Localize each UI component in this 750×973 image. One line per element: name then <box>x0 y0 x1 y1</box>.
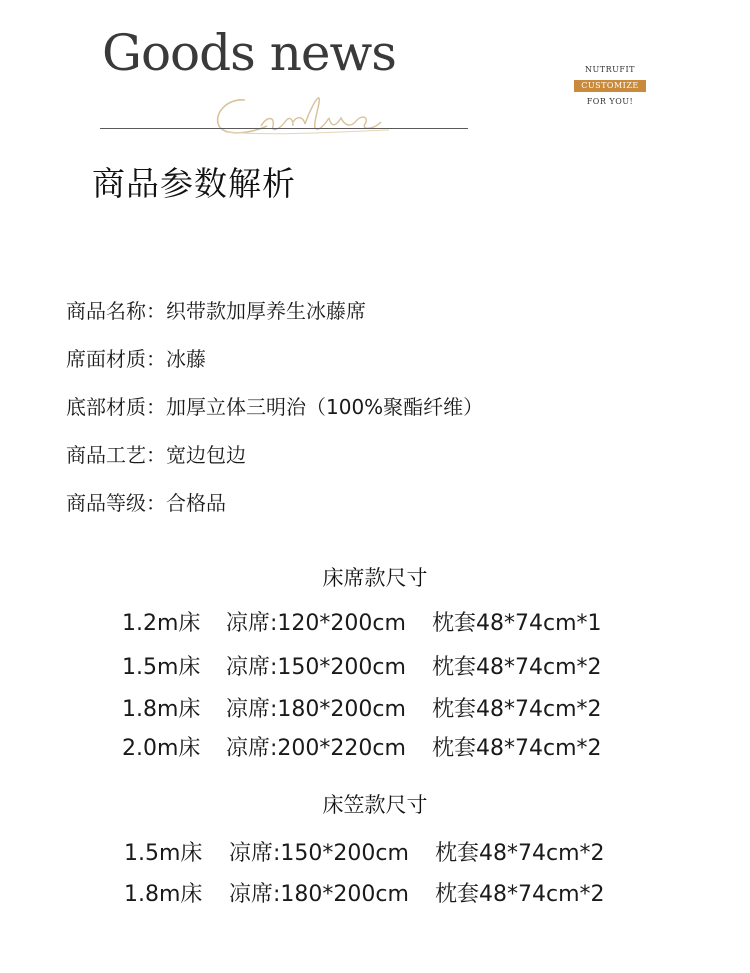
bed-mat-size-title: 床席款尺寸 <box>322 566 428 590</box>
spec-label: 商品等级： <box>66 491 166 515</box>
mat-size: 凉席:200*220cm <box>226 736 406 761</box>
mat-size: 凉席:150*200cm <box>226 655 406 680</box>
bed-size: 1.5m床 <box>122 655 201 680</box>
size-row <box>0 731 750 761</box>
spec-label: 商品名称： <box>66 299 166 323</box>
pillow-size: 枕套48*74cm*1 <box>432 611 602 636</box>
size-row <box>0 606 750 636</box>
spec-row-bottom <box>66 392 483 440</box>
spec-label: 底部材质： <box>66 395 166 419</box>
pillow-size: 枕套48*74cm*2 <box>432 697 602 722</box>
bed-size: 1.8m床 <box>124 882 203 907</box>
side-tagline <box>574 64 646 112</box>
page-title: 商品参数解析 <box>92 164 296 203</box>
mat-size: 凉席:120*200cm <box>226 611 406 636</box>
spec-value: 加厚立体三明治（100%聚酯纤维） <box>166 395 484 419</box>
pillow-size: 枕套48*74cm*2 <box>432 655 602 680</box>
side-line-2-highlight: CUSTOMIZE <box>574 80 646 92</box>
spec-label: 席面材质： <box>66 347 166 371</box>
size-row <box>0 877 750 907</box>
bed-size: 1.8m床 <box>122 697 201 722</box>
spec-row-craft <box>66 440 483 488</box>
spec-row-surface <box>66 344 483 392</box>
spec-value: 合格品 <box>166 491 226 515</box>
size-row <box>0 836 750 866</box>
pillow-size: 枕套48*74cm*2 <box>435 882 605 907</box>
header-divider <box>100 128 468 129</box>
script-signature-logo <box>205 92 395 142</box>
mat-size: 凉席:180*200cm <box>226 697 406 722</box>
mat-size: 凉席:150*200cm <box>229 841 409 866</box>
bed-size: 1.5m床 <box>124 841 203 866</box>
bed-size: 1.2m床 <box>122 611 201 636</box>
fitted-size-title: 床笠款尺寸 <box>322 793 428 817</box>
brand-title: Goods news <box>102 24 396 82</box>
bed-size: 2.0m床 <box>122 736 201 761</box>
spec-row-name <box>66 296 483 344</box>
size-row <box>0 692 750 722</box>
mat-size: 凉席:180*200cm <box>229 882 409 907</box>
spec-list <box>66 296 483 536</box>
size-row <box>0 650 750 680</box>
spec-label: 商品工艺： <box>66 443 166 467</box>
pillow-size: 枕套48*74cm*2 <box>435 841 605 866</box>
side-line-1: NUTRUFIT <box>585 65 635 74</box>
spec-row-grade <box>66 488 483 536</box>
pillow-size: 枕套48*74cm*2 <box>432 736 602 761</box>
side-line-3: FOR YOU! <box>586 97 634 106</box>
spec-value: 冰藤 <box>166 347 206 371</box>
spec-value: 织带款加厚养生冰藤席 <box>166 299 366 323</box>
spec-value: 宽边包边 <box>166 443 246 467</box>
